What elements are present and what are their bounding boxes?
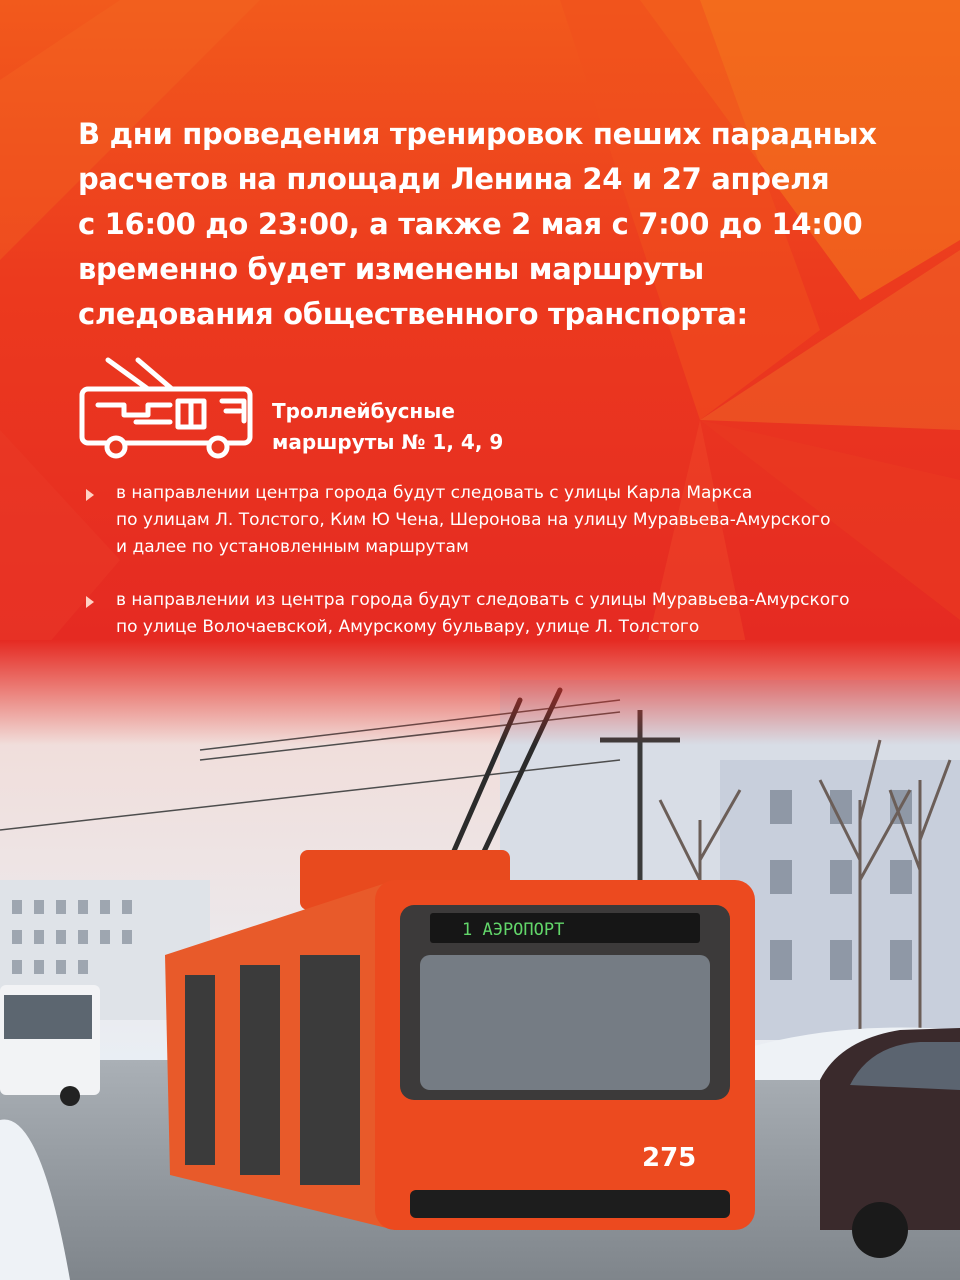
headline-line: с 16:00 до 23:00, а также 2 мая с 7:00 до 14:00	[78, 207, 863, 241]
triangle-bullet-icon	[86, 489, 94, 501]
list-item-line: и далее по установленным маршрутам	[116, 537, 469, 557]
headline-line: расчетов на площади Ленина 24 и 27 апреля	[78, 162, 830, 196]
headline-line: следования общественного транспорта:	[78, 297, 748, 331]
triangle-bullet-icon	[86, 596, 94, 608]
fleet-number: 275	[642, 1143, 697, 1173]
list-item-line: в направлении центра города будут следовать с улицы Карла Маркса	[116, 483, 753, 503]
list-item	[84, 480, 944, 561]
trolleybus-street-photo	[0, 640, 960, 1280]
dark-car	[820, 1028, 960, 1258]
list-item-line: в направлении из центра города будут следовать с улицы Муравьева-Амурского	[116, 590, 850, 610]
headline-line: временно будет изменены маршруты	[78, 252, 704, 286]
route-title-line: маршруты № 1, 4, 9	[272, 430, 504, 454]
list-item-line: по улице Волочаевской, Амурскому бульвару, улице Л. Толстого	[116, 617, 700, 637]
route-title	[272, 396, 503, 458]
photo-fade	[0, 640, 960, 940]
list-item-line: по улицам Л. Толстого, Ким Ю Чена, Шеронова на улицу Муравьева-Амурского	[116, 510, 831, 530]
headline-line: В дни проведения тренировок пеших парадных	[78, 117, 877, 151]
route-title-line: Троллейбусные	[272, 399, 455, 423]
white-bus	[0, 985, 100, 1106]
trolleybus-icon	[78, 355, 254, 461]
headline	[78, 112, 898, 337]
